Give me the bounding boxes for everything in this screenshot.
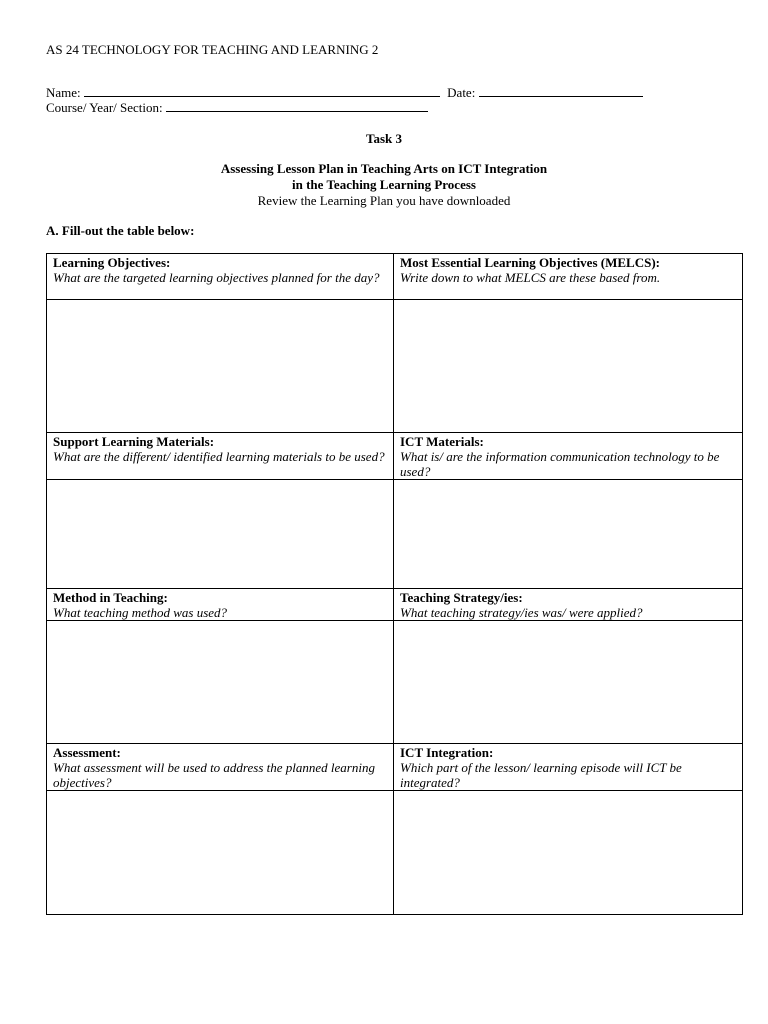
table-answer-row [47, 791, 743, 915]
method-teaching-desc: What teaching method was used? [53, 605, 228, 620]
table-header-row [47, 589, 743, 621]
table-cell-header [47, 744, 394, 791]
name-field[interactable] [84, 85, 440, 97]
melcs-answer[interactable] [394, 300, 743, 433]
table-answer-row [47, 480, 743, 589]
table-cell-header [47, 589, 394, 621]
table-cell-header [394, 744, 743, 791]
ict-materials-title: ICT Materials: [400, 434, 484, 449]
table-header-row [47, 254, 743, 300]
course-label: Course/ Year/ Section: [46, 100, 163, 115]
course-field[interactable] [166, 100, 428, 112]
assessment-table [46, 253, 743, 915]
ict-materials-answer[interactable] [394, 480, 743, 589]
task-title: Task 3 [365, 131, 403, 146]
date-field[interactable] [479, 85, 643, 97]
table-cell-header [47, 254, 394, 300]
learning-objectives-desc: What are the targeted learning objectives planned for the day? [53, 270, 380, 285]
method-teaching-answer[interactable] [47, 621, 394, 744]
table-header-row [47, 744, 743, 791]
support-materials-desc: What are the different/ identified learning materials to be used? [53, 449, 385, 464]
table-answer-row [47, 300, 743, 433]
name-label: Name: [46, 85, 81, 100]
name-date-row [46, 85, 643, 101]
assessment-answer[interactable] [47, 791, 394, 915]
section-a-instruction: A. Fill-out the table below: [46, 223, 195, 238]
teaching-strategy-title: Teaching Strategy/ies: [400, 590, 523, 605]
table-cell-header [394, 254, 743, 300]
heading-line-1: Assessing Lesson Plan in Teaching Arts on ICT Integration [220, 161, 548, 176]
teaching-strategy-desc: What teaching strategy/ies was/ were applied? [400, 605, 643, 620]
ict-integration-title: ICT Integration: [400, 745, 494, 760]
ict-materials-desc: What is/ are the information communication technology to be used? [400, 449, 720, 479]
ict-integration-answer[interactable] [394, 791, 743, 915]
heading-line-3: Review the Learning Plan you have downloaded [257, 193, 511, 208]
course-row [46, 100, 428, 116]
assessment-desc: What assessment will be used to address the planned learning objectives? [53, 760, 375, 790]
teaching-strategy-answer[interactable] [394, 621, 743, 744]
melcs-title: Most Essential Learning Objectives (MELCS): [400, 255, 660, 270]
ict-integration-desc: Which part of the lesson/ learning episode will ICT be integrated? [400, 760, 682, 790]
course-title: AS 24 TECHNOLOGY FOR TEACHING AND LEARNING 2 [46, 42, 379, 57]
learning-objectives-answer[interactable] [47, 300, 394, 433]
support-materials-title: Support Learning Materials: [53, 434, 215, 449]
table-header-row [47, 433, 743, 480]
heading-line-2: in the Teaching Learning Process [292, 177, 476, 192]
date-label: Date: [447, 85, 476, 100]
table-answer-row [47, 621, 743, 744]
method-teaching-title: Method in Teaching: [53, 590, 168, 605]
table-cell-header [394, 589, 743, 621]
support-materials-answer[interactable] [47, 480, 394, 589]
learning-objectives-title: Learning Objectives: [53, 255, 171, 270]
assessment-title: Assessment: [53, 745, 121, 760]
task-heading [0, 161, 768, 209]
table-cell-header [394, 433, 743, 480]
table-cell-header [47, 433, 394, 480]
melcs-desc: Write down to what MELCS are these based from. [400, 270, 661, 285]
